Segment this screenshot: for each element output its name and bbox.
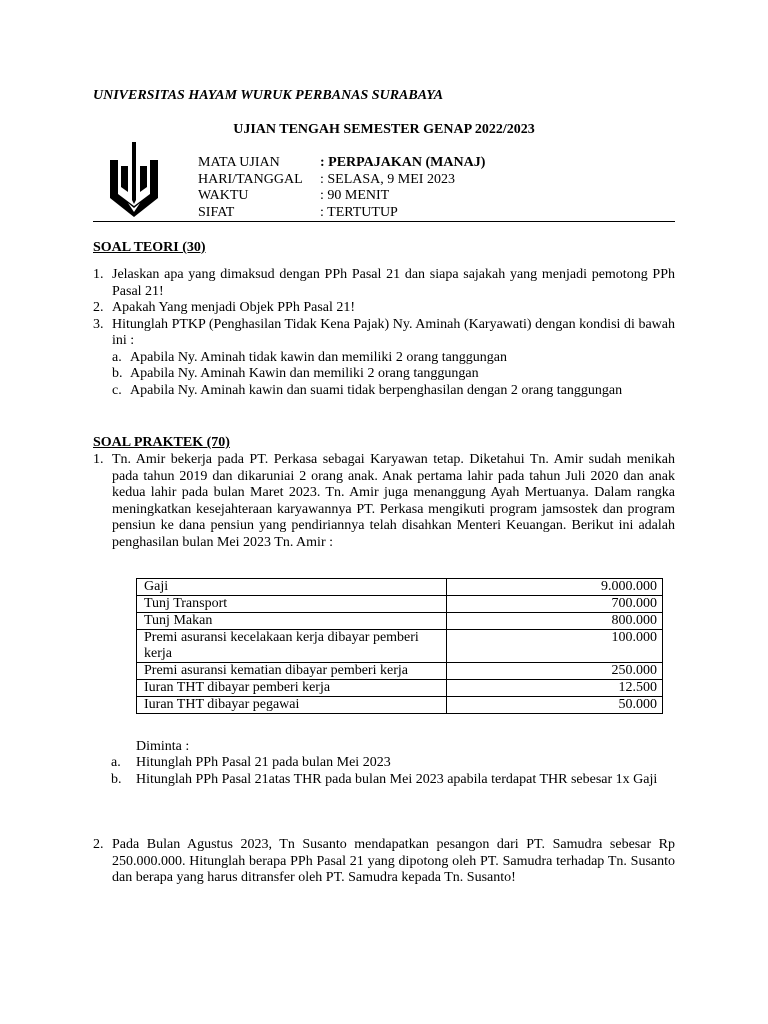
table-cell-label: Tunj Transport bbox=[137, 596, 447, 613]
sub-item-letter: b. bbox=[112, 366, 123, 381]
info-value: : PERPAJAKAN (MANAJ) bbox=[320, 155, 486, 170]
question-text: Tn. Amir bekerja pada PT. Perkasa sebagai Karyawan tetap. Diketahui Tn. Amir sudah menikah pada tahun 2019 dan dikaruniai 2 orang anak. Anak pertama lahir pada tahun Juli 2020 dan anak kedua lahir pada bulan Maret 2023. Tn. Amir juga menanggung Ayah Mertuanya. Dalam rangka meningkatkan kesejahteraan karyawannya PT. Perkasa mengikuti program jamsostek dan program pensiun ke dana pensiun yang pendiriannya telah disahkan Menteri Keuangan. Berikut ini adalah penghasilan bulan Mei 2023 Tn. Amir : bbox=[112, 452, 675, 550]
table-row bbox=[137, 613, 663, 630]
question-item bbox=[93, 267, 675, 300]
info-row-nature bbox=[198, 205, 485, 222]
exam-title bbox=[0, 122, 768, 139]
table-cell-label: Iuran THT dibayar pemberi kerja bbox=[137, 680, 447, 697]
table-cell-label: Premi asuransi kecelakaan kerja dibayar pemberi kerja bbox=[137, 630, 447, 663]
exam-title-text: UJIAN TENGAH SEMESTER GENAP 2022/2023 bbox=[233, 122, 535, 137]
section-title-practice: SOAL PRAKTEK (70) bbox=[93, 435, 230, 450]
sub-item bbox=[93, 383, 675, 400]
question-item bbox=[93, 452, 675, 551]
table-cell-label: Tunj Makan bbox=[137, 613, 447, 630]
question-number: 3. bbox=[93, 316, 104, 332]
info-value: : SELASA, 9 MEI 2023 bbox=[320, 171, 455, 187]
practice-question-2 bbox=[93, 837, 675, 887]
task-text: Hitunglah PPh Pasal 21atas THR pada bulan Mei 2023 apabila terdapat THR sebesar 1x Gaji bbox=[136, 771, 658, 787]
question-number: 2. bbox=[93, 300, 104, 315]
sub-item bbox=[93, 350, 675, 367]
practice-question-1 bbox=[93, 452, 675, 551]
table-row bbox=[137, 663, 663, 680]
university-logo-icon bbox=[108, 142, 160, 217]
table-cell-label: Gaji bbox=[137, 579, 447, 596]
table-cell-label: Premi asuransi kematian dibayar pemberi kerja bbox=[137, 663, 447, 680]
theory-question-list bbox=[93, 267, 675, 399]
info-label: HARI/TANGGAL bbox=[198, 171, 303, 187]
diminta-label: Diminta : bbox=[136, 739, 190, 754]
question-text: Apakah Yang menjadi Objek PPh Pasal 21! bbox=[112, 300, 356, 315]
header-divider bbox=[93, 221, 675, 222]
task-item bbox=[93, 772, 675, 789]
table-cell-label: Iuran THT dibayar pegawai bbox=[137, 697, 447, 714]
info-value: : 90 MENIT bbox=[320, 188, 390, 203]
table-cell-value: 250.000 bbox=[447, 663, 663, 680]
table-row bbox=[137, 579, 663, 596]
info-row-time bbox=[198, 188, 485, 205]
sub-item-letter: a. bbox=[112, 349, 122, 365]
table-row bbox=[137, 680, 663, 697]
info-row-date bbox=[198, 172, 485, 189]
section-title-theory: SOAL TEORI (30) bbox=[93, 240, 206, 255]
question-item bbox=[93, 300, 675, 317]
task-letter: b. bbox=[111, 771, 122, 787]
task-text: Hitunglah PPh Pasal 21 pada bulan Mei 2023 bbox=[136, 755, 391, 770]
table-cell-value: 9.000.000 bbox=[447, 579, 663, 596]
sub-item-text: Apabila Ny. Aminah tidak kawin dan memiliki 2 orang tanggungan bbox=[130, 349, 508, 365]
task-item bbox=[93, 755, 675, 772]
exam-info bbox=[198, 155, 485, 221]
table-row bbox=[137, 697, 663, 714]
sub-item bbox=[93, 366, 675, 383]
sub-item-text: Apabila Ny. Aminah Kawin dan memiliki 2 orang tanggungan bbox=[130, 366, 479, 381]
table-cell-value: 100.000 bbox=[447, 630, 663, 663]
task-list bbox=[93, 755, 675, 788]
question-item bbox=[93, 837, 675, 887]
sub-item-letter: c. bbox=[112, 382, 122, 398]
question-number: 1. bbox=[93, 452, 104, 467]
question-text: Pada Bulan Agustus 2023, Tn Susanto mendapatkan pesangon dari PT. Samudra sebesar Rp 250.000.000. Hitunglah berapa PPh Pasal 21 yang dipotong oleh PT. Samudra terhadap Tn. Susanto dan berapa yang harus ditransfer oleh PT. Samudra kepada Tn. Susanto! bbox=[112, 837, 675, 885]
question-number: 1. bbox=[93, 267, 104, 282]
table-row bbox=[137, 630, 663, 663]
table-row bbox=[137, 596, 663, 613]
table-cell-value: 700.000 bbox=[447, 596, 663, 613]
info-label: MATA UJIAN bbox=[198, 155, 280, 170]
question-number: 2. bbox=[93, 837, 104, 852]
task-letter: a. bbox=[111, 755, 121, 770]
table-cell-value: 800.000 bbox=[447, 613, 663, 630]
question-text: Jelaskan apa yang dimaksud dengan PPh Pasal 21 dan siapa sajakah yang menjadi pemotong PPh Pasal 21! bbox=[112, 267, 675, 299]
info-label: SIFAT bbox=[198, 204, 235, 220]
income-table bbox=[136, 578, 663, 714]
question-text: Hitunglah PTKP (Penghasilan Tidak Kena Pajak) Ny. Aminah (Karyawati) dengan kondisi di bawah ini : bbox=[112, 316, 675, 348]
info-label: WAKTU bbox=[198, 188, 249, 203]
question-item bbox=[93, 317, 675, 350]
sub-item-text: Apabila Ny. Aminah kawin dan suami tidak berpenghasilan dengan 2 orang tanggungan bbox=[130, 382, 623, 398]
table-cell-value: 50.000 bbox=[447, 697, 663, 714]
info-value: : TERTUTUP bbox=[320, 204, 398, 220]
info-row-subject bbox=[198, 155, 485, 172]
university-name: UNIVERSITAS HAYAM WURUK PERBANAS SURABAYA bbox=[93, 88, 444, 103]
table-cell-value: 12.500 bbox=[447, 680, 663, 697]
